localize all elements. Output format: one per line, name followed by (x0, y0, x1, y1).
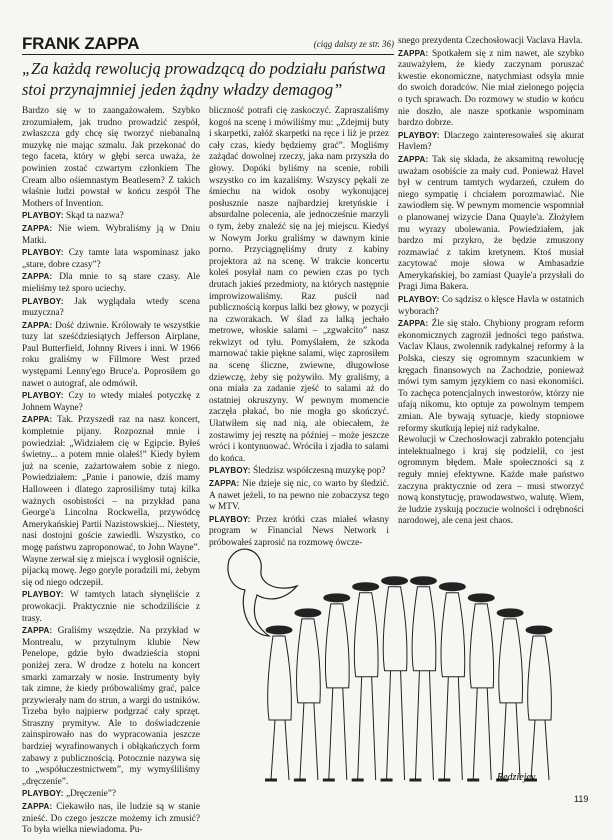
paragraph (398, 154, 584, 294)
dancer-figure (323, 594, 350, 780)
paragraph (209, 465, 389, 478)
paragraph-text: Dla mnie to są stare czasy. Ale mieliśmy też sporo uciechy. (22, 272, 200, 294)
paragraph-text: Tak. Przyszedł raz na nasz koncert, kompletnie pijany. Rozpoznał mnie i powiedział: „Widziałem cię w Egipcie. Byłeś świetny... a potem mnie olałeś!” Kiedy byłem już na scenie, zażartowałem sobie z niego. Powiedziałem: „Panie i panowie, dziś mamy Halloween i dlatego zaprosiliśmy tutaj kilka ważnych osobistości – na przykład pana George'a Lincolna Rockwella, przywódcę Amerykańskiej Partii Nazistowskiej... Niestety, nasi dostojni goście zawiedli. Wszystko, co mogę państwu zaproponować, to John Wayne”. Wayne zerwał się z miejsca i wygłosił ogniście, pijacką mowę. Jego goryle poradzili mi, żebym się od niego odczepił. (22, 415, 200, 588)
paragraph-text: Skąd ta nazwa? (65, 211, 124, 222)
paragraph (22, 296, 200, 320)
artist-signature: Redziejev (497, 772, 536, 783)
paragraph-text: Nie dzieje się nic, co warto by śledzić. A nawet jeżeli, to na pewno nie zobaczysz tego w MTV. (209, 479, 389, 513)
paragraph (22, 589, 200, 625)
text-column-2 (209, 106, 389, 548)
article-title: FRANK ZAPPA (22, 34, 140, 53)
paragraph (22, 390, 200, 414)
paragraph-text: Jak wyglądała wtedy scena muzyczna? (22, 296, 200, 319)
paragraph-text: Czy tamte lata wspominasz jako „stare, dobre czasy”? (22, 248, 200, 270)
speaker-label: PLAYBOY: (22, 296, 64, 306)
paragraph (22, 247, 200, 271)
paragraph-text: Nie wiem. Wybraliśmy ją w Dniu Matki. (22, 223, 201, 246)
speaker-label: PLAYBOY: (209, 514, 251, 524)
paragraph-text: Co sądzisz o klęsce Havla w ostatnich wyborach? (398, 295, 585, 317)
speaker-label: ZAPPA: (209, 479, 240, 488)
paragraph (398, 36, 584, 48)
speaker-label: ZAPPA: (22, 415, 53, 425)
paragraph (22, 271, 200, 295)
speaker-label: ZAPPA: (22, 802, 53, 812)
continued-note: (ciąg dalszy ze str. 36) (313, 39, 394, 49)
paragraph (22, 106, 200, 210)
paragraph (398, 318, 584, 435)
paragraph-text: Czy to wtedy miałeś potyczkę z Johnem Wayne? (22, 391, 200, 413)
pull-quote: „Za każdą rewolucją prowadzącą do podziału państwa stoi przynajmniej jeden żądny władzy demagog” (22, 59, 386, 99)
paragraph-text: „Dręczenie”? (65, 789, 116, 800)
speaker-label: PLAYBOY: (398, 130, 440, 140)
dancer-line (265, 577, 552, 780)
speaker-label: PLAYBOY: (22, 248, 64, 258)
paragraph (398, 435, 584, 528)
speaker-label: PLAYBOY: (22, 211, 64, 221)
speaker-label: PLAYBOY: (209, 466, 251, 476)
speaker-label: PLAYBOY: (22, 391, 64, 401)
paragraph-text: Spotkałem się z nim nawet, ale szybko zauważyłem, że kiedy zaczynam poruszać kwestie ekonomiczne, natychmiast odsyła mnie do swoich doradców. Nie miał zielonego pojęcia o tych sprawach. Do rozmowy w studio w końcu nie doszło, ale nasze spotkanie wspominam bardzo dobrze. (398, 48, 584, 129)
text-column-3 (398, 36, 585, 527)
dancer-figure (438, 583, 465, 780)
dancer-figure (381, 577, 408, 780)
dancer-figure (352, 583, 379, 780)
speaker-label: PLAYBOY: (22, 789, 64, 799)
paragraph (398, 294, 584, 318)
speaker-label: ZAPPA: (398, 319, 429, 329)
speaker-label: ZAPPA: (398, 48, 429, 58)
speaker-label: ZAPPA: (22, 223, 53, 233)
paragraph-text: Bardzo się w to zaangażowałem. Szybko zrozumiałem, jak trudno prowadzić zespół, zwłaszcza gdy chcę się tworzyć niebanalną muzykę nie mając szmalu. Jak przekonać do tego faceta, który w głębi serca uważa, że powinien zostać czwartym członkiem The Cream albo ośiemnastym Beatlesem? Z takich właśnie ludzi powstał w końcu zespół The Mothers of Invention. (22, 106, 200, 209)
article-header (22, 34, 394, 56)
paragraph-text: snego prezydenta Czechosłowacji Vaclava Havla. (398, 36, 583, 46)
paragraph-text: W tamtych latach słynęliście z prowokacji. Praktycznie nie schodziliście z trasy. (22, 590, 201, 624)
paragraph (22, 320, 200, 391)
dancer-figure (294, 609, 321, 780)
paragraph (209, 478, 389, 514)
dancer-figure (496, 609, 523, 780)
paragraph (398, 130, 584, 154)
paragraph-text: Tak się składa, że aksamitną rewolucję uważam osobiście za mały cud. Ponieważ Havel był w centrum tamtych wydarzeń, czułem do niego sympatię i chciałem porozmawiać. Nie zawiodłem się. W pewnym momencie wspomniał o planowanej wizycie Dana Quayle'a. Złożyłem mu wyrazy ubolewania. Powiedziałem, jak bardzo mi przykro, że będzie zmuszony rozmawiać z takim kretynem. Ktoś musiał zacytować moje słowa w Ambasadzie Amerykańskiej, bo zamiast Quayle'a przysłali do Pragi Jima Bakera. (398, 154, 584, 293)
speaker-label: ZAPPA: (22, 320, 53, 330)
header-rule (22, 54, 394, 55)
dancer-figure (265, 626, 292, 780)
paragraph (22, 801, 200, 837)
speaker-label: PLAYBOY: (398, 295, 440, 305)
paragraph-text: Przez krótki czas miałeś własny program w Financial News Network i próbowałeś zaprosić na rozmowę ówcze- (209, 514, 389, 548)
speaker-label: ZAPPA: (398, 154, 429, 164)
paragraph-text: Śledzisz współczesną muzykę pop? (252, 466, 386, 477)
paragraph-text: bliczność potrafi cię zaskoczyć. Zapraszaliśmy kogoś na scenę i mówiliśmy mu: „Zdejmij buty i skarpetki, załóż skarpetki na ręce i liż je przez cały czas, kiedy będziemy grać”. Mogliśmy zażądać dowolnej rzeczy, jaka nam przyszła do głowy. Dopóki byliśmy na scenie, robili wszystko co im kazaliśmy. Wszyscy pękali ze śmiechu na widok osoby wykonującej posłusznie nasze najbardziej kretyńskie i absurdalne polecenia, ale jednocześnie marzyli o tym, żeby znaleźć się na jej miejscu. Kiedyś w Nowym Jorku graliśmy w dawnym kinie porno. Przyciągnęliśmy druty z kabiny projektora aż na scenę. W trakcie koncertu koleś posyłał nam co pewien czas po tych drutach jakieś przedmioty, na których następnie improwizowaliśmy. Raz puścił nad publicznością korpus lalki bez głowy, w pozycji na czworakach. W ślad za lalką jechało metrowe, włoskie salami – „zgwałcito” nasz rekwizyt od tyłu. Pomyślałem, że szkoda marnować takie piękne salami, więc zaprosiłem na scenę śliczne, zwiewne, długowłose dziewczę, żeby się pożywiło. My graliśmy, a ona miała za zadanie zjeść to salami aż do ostatniej okruszyny. W pewnym momencie zaczęła płakać, bo nie mogła go skończyć. Ułatwiłem się nad nią, ale obiecałem, że zostawimy jej resztę na później – może jeszcze wróci i kontynuować. Wróciła i zjadła to salami do końca. (209, 106, 389, 464)
speaker-label: PLAYBOY: (22, 590, 64, 600)
dancer-figure (525, 626, 552, 780)
paragraph (22, 625, 200, 788)
paragraph-text: Ciekawiło nas, ile ludzie są w stanie znieść. Do czego jeszcze możemy ich zmusić? To była wielka niewiadoma. Pu- (22, 802, 201, 836)
dancer-figure (409, 577, 436, 780)
paragraph-text: Źle się stało. Chybiony program reform ekonomicznych zagroził jedności tego państwa. Vaclav Klaus, zwolennik radykalnej reformy à la Polska, cieszy się ogromnym szacunkiem w kręgach finansowych na Zachodzie, ponieważ mówi tym samym językiem co nasi ekonomiści. To zachęca potencjalnych inwestorów, którzy nie ufają nikomu, kto optuje za powolnym tempem zmian. Ale bywają sytuacje, kiedy stopniowe reformy skutkują lepiej niż radykalne. (398, 319, 585, 434)
paragraph (22, 788, 200, 801)
paragraph-text: Dlaczego zainteresowałeś się akurat Havlem? (398, 130, 584, 153)
paragraph (398, 48, 584, 130)
chorus-line-illustration (209, 540, 581, 802)
paragraph-text: Graliśmy wszędzie. Na przykład w Montrealu, w przytulnym klubie New Penelope, gdzie było dwadzieścia stopni poniżej zera. W drodze z hotelu na koncert smarki zamarzały w nosie. Instrumenty były tak zimne, że kiedy próbowaliśmy grać, palce przywierały nam do strun, a wargi do ustników. Trzeba było najpierw podgrzać cały sprzęt. Straszny prymityw. Ale to doświadczenie zainspirowało nas do wypracowania jeszcze bardziej wyrafinowanych i obłąkańczych form zabawy z publicznością. Potocznie nazywa się to „współuczestnictwem”, my wymyśliliśmy „dręczenie”. (22, 626, 200, 787)
dancer-figure (467, 594, 494, 780)
fish-creature-sketch (228, 549, 297, 636)
speaker-label: ZAPPA: (22, 626, 53, 636)
speaker-label: ZAPPA: (22, 272, 53, 282)
paragraph-text: Dość dziwnie. Królowały te wszystkie tuzy lat sześćdziesiątych Jefferson Airplane, Paul Butterfield, Johnny Rivers i inni. W 1966 roku graliśmy w Fillmore West przed występami Lenny'ego Bruce'a. Poprosiłem go nawet o autograf, ale odmówił. (22, 320, 201, 389)
page-number: 119 (574, 794, 589, 804)
paragraph (22, 223, 200, 247)
text-column-1 (22, 106, 201, 836)
paragraph-text: Rewolucji w Czechosłowacji zabrakło potencjału intelektualnego i kraj się podzielił, co jest ogromnym błędem. Małe społeczności są z reguły mniej efektywne. Każde małe państwo zaczyna praktycznie od zera – musi stworzyć nową konstytucję, prawodawstwo, walutę. Wiem, że ludzie zyskują poczucie wolności i odrębności narodowej, ale cena jest chaos. (398, 435, 584, 527)
paragraph (22, 210, 200, 223)
paragraph (22, 414, 200, 589)
paragraph (209, 106, 389, 465)
